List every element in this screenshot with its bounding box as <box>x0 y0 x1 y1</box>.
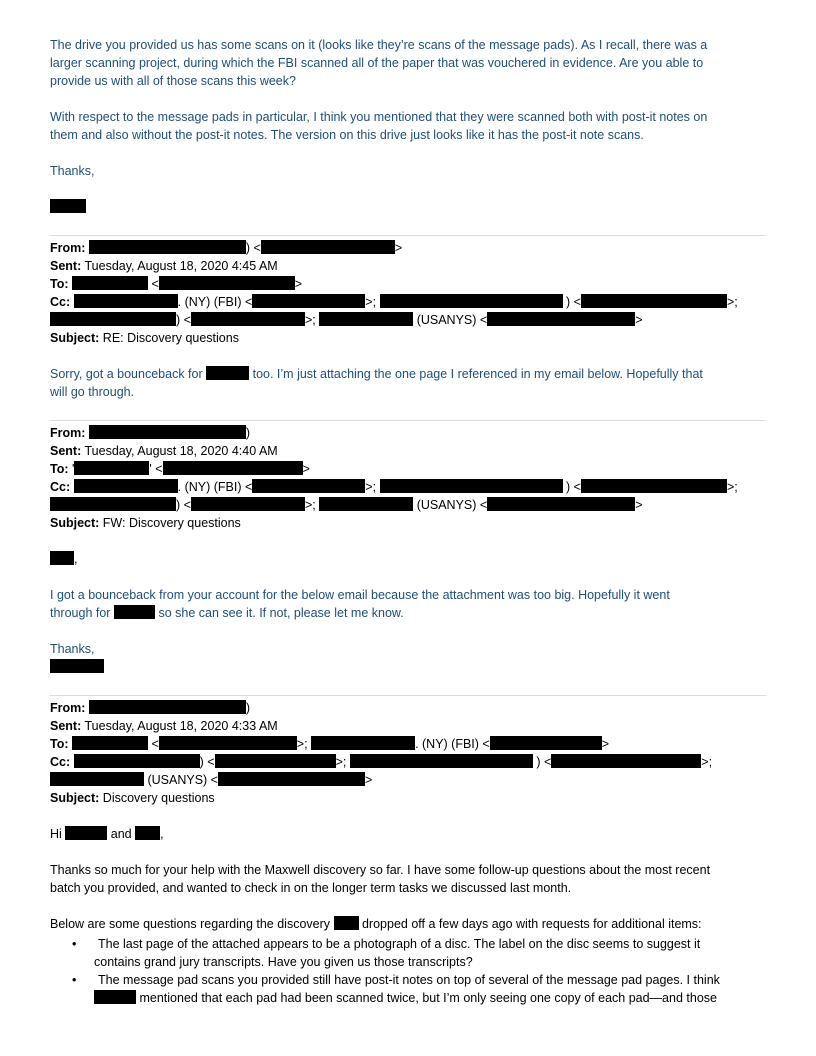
subject-line: Subject: FW: Discovery questions <box>50 516 241 530</box>
body-text: I got a bounceback from your account for the below email because the attachment was too big. Hopefully it went <box>50 588 670 602</box>
list-item-text: The last page of the attached appears to be a photograph of a disc. The label on the disc seems to suggest it <box>98 937 701 951</box>
to-line: To: < > <box>50 277 303 291</box>
list-item-text: mentioned that each pad had been scanned twice, but I’m only seeing one copy of each pad—and those <box>94 989 766 1007</box>
signature-redaction <box>50 658 104 676</box>
bullet-icon: • <box>72 973 77 987</box>
list-item <box>50 971 766 1007</box>
list-item-text: The message pad scans you provided still have post-it notes on top of several of the message pad pages. I think <box>98 973 720 987</box>
sign-off: Thanks, <box>50 164 95 178</box>
body-text: provide us with all of those scans this week? <box>50 74 296 88</box>
body-text: Thanks so much for your help with the Maxwell discovery so far. I have some follow-up questions about the most recent <box>50 863 711 877</box>
sent-line: Sent: Tuesday, August 18, 2020 4:40 AM <box>50 444 278 458</box>
cc-line: Cc: . (NY) (FBI) < >; ) < >; <box>50 295 738 309</box>
body-text: batch you provided, and wanted to check in on the longer term tasks we discussed last month. <box>50 881 572 895</box>
bullet-icon: • <box>72 937 77 951</box>
greeting: , <box>50 550 77 568</box>
subject-line: Subject: RE: Discovery questions <box>50 331 239 345</box>
body-text: With respect to the message pads in particular, I think you mentioned that they were scanned both with post-it notes on <box>50 110 708 124</box>
body-text: Below are some questions regarding the discovery dropped off a few days ago with requests for additional items: <box>50 917 702 931</box>
to-line: To: ' ' < > <box>50 462 310 476</box>
body-text: larger scanning project, during which the FBI scanned all of the paper that was vouchered in evidence. Are you able to <box>50 56 704 70</box>
subject-line: Subject: Discovery questions <box>50 791 215 805</box>
sign-off: Thanks, <box>50 642 95 656</box>
divider <box>50 235 766 236</box>
from-line: From: ) <box>50 426 251 440</box>
from-line: From: ) <box>50 701 251 715</box>
sent-line: Sent: Tuesday, August 18, 2020 4:33 AM <box>50 719 278 733</box>
list-item <box>50 935 766 971</box>
divider <box>50 420 766 421</box>
body-text: will go through. <box>50 385 135 399</box>
cc-line: Cc: . (NY) (FBI) < >; ) < >; <box>50 480 738 494</box>
cc-line-cont: (USANYS) < > <box>50 771 372 789</box>
from-line: From: ) < > <box>50 241 403 255</box>
body-text: them and also without the post-it notes. The version on this drive just looks like it has the post-it note scans. <box>50 128 644 142</box>
divider <box>50 695 766 696</box>
list-item-text: contains grand jury transcripts. Have you given us those transcripts? <box>94 955 473 969</box>
to-line: To: < >; . (NY) (FBI) < > <box>50 737 610 751</box>
cc-line: Cc: ) < >; ) < >; <box>50 755 713 769</box>
body-text: The drive you provided us has some scans on it (looks like they’re scans of the message pads). As I recall, there was a <box>50 38 708 52</box>
signature-redaction <box>50 198 86 216</box>
greeting: Hi and , <box>50 827 164 841</box>
sent-line: Sent: Tuesday, August 18, 2020 4:45 AM <box>50 259 278 273</box>
request-list <box>50 935 766 1007</box>
body-text: through for so she can see it. If not, please let me know. <box>50 606 404 620</box>
body-text: Sorry, got a bounceback for too. I’m just attaching the one page I referenced in my email below. Hopefully that <box>50 367 703 381</box>
cc-line-cont: ) < >; (USANYS) < > <box>50 496 643 514</box>
cc-line-cont: ) < >; (USANYS) < > <box>50 311 643 329</box>
